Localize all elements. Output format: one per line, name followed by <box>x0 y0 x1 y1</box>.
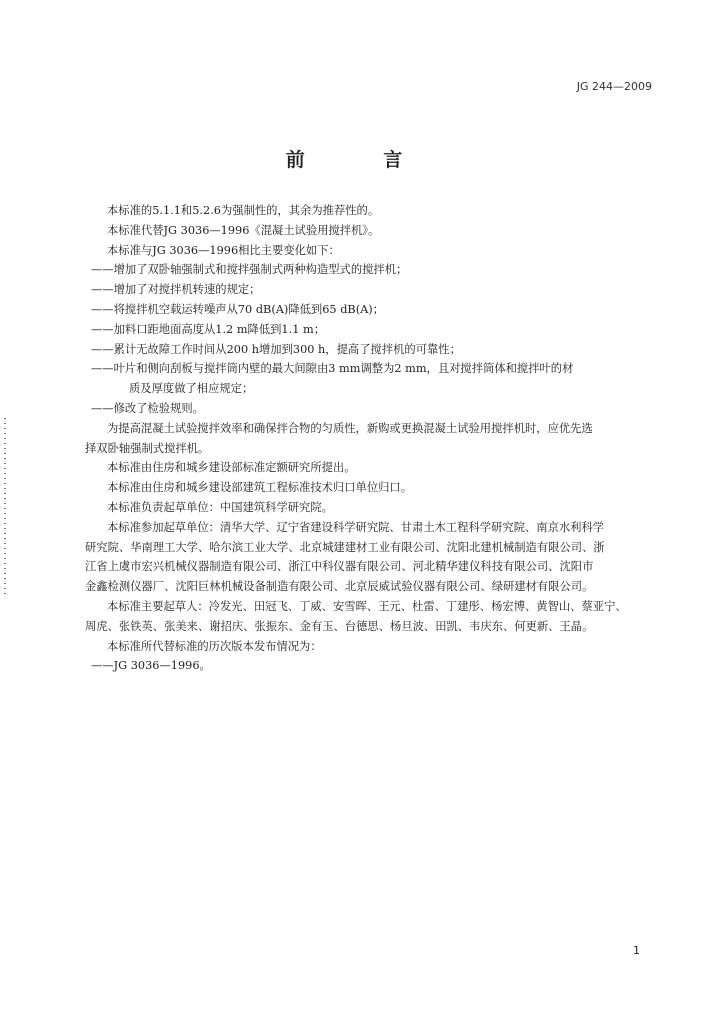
text-line: ——累计无故障工作时间从200 h增加到300 h，提高了搅拌机的可靠性； <box>91 342 461 356</box>
text-line: 本标准的5.1.1和5.2.6为强制性的，其余为推荐性的。 <box>107 204 380 217</box>
text-line: 本标准由住房和城乡建设部标准定额研究所提出。 <box>107 461 356 475</box>
text-line: 研究院、华南理工大学、哈尔滨工业大学、北京城建建材工业有限公司、沈阳北建机械制造有限公司、浙 <box>85 540 605 554</box>
text-line: ——加料口距地面高度从1.2 m降低到1.1 m； <box>91 322 325 336</box>
text-line: 本标准所代替标准的历次版本发布情况为： <box>107 639 322 653</box>
text-line: 本标准由住房和城乡建设部建筑工程标准技术归口单位归口。 <box>107 481 413 495</box>
text-line: ——将搅拌机空载运转噪声从70 dB(A)降低到65 dB(A)； <box>91 302 384 316</box>
text-line: 本标准参加起草单位：清华大学、辽宁省建设科学研究院、甘肃土木工程科学研究院、南京水利科学 <box>107 520 605 534</box>
scan-edge-mark <box>4 418 6 598</box>
text-line: ——修改了检验规则。 <box>91 401 204 415</box>
text-line: 择双卧轴强制式搅拌机。 <box>85 441 210 455</box>
text-line: 本标准负责起草单位：中国建筑科学研究院。 <box>107 500 333 514</box>
text-line: 周虎、张铁英、张美来、谢招庆、张振东、金有玉、台德思、杨旦波、田凯、韦庆东、何更新、王晶。 <box>85 619 594 633</box>
preface-body <box>85 201 657 676</box>
text-line: ——增加了双卧轴强制式和搅拌强制式两种构造型式的搅拌机； <box>91 263 408 277</box>
text-line: ——增加了对搅拌机转速的规定； <box>91 283 261 297</box>
text-line: ——JG 3036—1996。 <box>91 659 211 673</box>
text-line: 本标准与JG 3036—1996相比主要变化如下： <box>107 243 340 257</box>
page-number: 1 <box>633 944 640 957</box>
text-line: 金鑫检测仪器厂、沈阳巨林机械设备制造有限公司、北京辰威试验仪器有限公司、绿研建材有限公司。 <box>85 580 594 594</box>
text-line: 为提高混凝土试验搅拌效率和确保拌合物的匀质性，新购或更换混凝土试验用搅拌机时，应优先选 <box>107 421 593 435</box>
text-line: 本标准代替JG 3036—1996《混凝土试验用搅拌机》。 <box>107 223 380 237</box>
document-code: JG 244—2009 <box>576 80 652 93</box>
text-line: 本标准主要起草人：冷发光、田冠飞、丁威、安雪晖、王元、杜雷、丁建彤、杨宏博、黄智山、蔡亚宁、 <box>107 599 627 613</box>
text-line: 质及厚度做了相应规定； <box>129 382 254 396</box>
text-line: 江省上虞市宏兴机械仪器制造有限公司、浙江中科仪器有限公司、河北精华建仪科技有限公司、沈阳市 <box>85 560 594 574</box>
text-line: ——叶片和侧向刮板与搅拌筒内壁的最大间隙由3 mm调整为2 mm，且对搅拌筒体和搅拌叶的材 <box>91 362 574 376</box>
page-title: 前 言 <box>285 149 439 171</box>
